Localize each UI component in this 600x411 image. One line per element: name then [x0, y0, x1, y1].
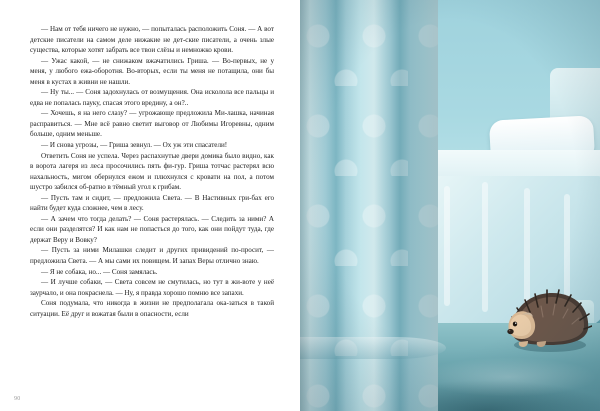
- hedgehog-drawing: [506, 281, 592, 355]
- story-paragraph: — Пусть там и сидит, — предложила Света. — В Настивных гри-бах его найти будет куда сложнее, чем в лесу.: [30, 193, 274, 213]
- curtain-hem: [300, 337, 446, 359]
- story-paragraph: — И лучше собаки, — Света совсем не смутилась, но тут в жи-воте у неё заурчало, и она покраснела. — Ну, я правда хорошо помню все запахи.: [30, 278, 274, 297]
- story-paragraph: — Пусть за ними Милашки следит и других привидений по-просит, — предложила Света. — А мы сами их повищем. И запах Веры отлично знаю.: [30, 246, 274, 266]
- story-paragraph: — Хочешь, я на него слазу? — угрожающе предложила Ми-лашка, начиная расправиться. — Мне всё равно светит выговор от Любимы Игоревны, одним больше, одним меньше.: [30, 109, 274, 139]
- blanket-fold: [444, 186, 450, 306]
- blanket-fold: [482, 182, 488, 312]
- rug-highlight: [420, 357, 598, 397]
- hedgehog: [506, 281, 592, 355]
- story-text: [30, 24, 274, 319]
- story-paragraph: Ответить Соня не успела. Через распахнутые двери домика было видно, как в ворота лагеря из леса просочились пять фи-гур. Гриша тотчас растерял всю нахальность, мигом обернулся ежом и плюхнулся с кровати на пол, а потом шустро забился об-ратно в тёмный угол к грибам.: [30, 151, 274, 192]
- story-paragraph: — И снова угрозы, — Гриша зевнул. — Ох уж эти спасатели!: [41, 141, 228, 150]
- bedroom-illustration: [300, 0, 600, 411]
- story-paragraph: — Нам от тебя ничего не нужно, — попыталась расположить Соня. — А вот детские писатели на самом деле нижакие не дет-ские писатели, а очень злые существа, которые хотят забрать все твои слёзы и немножко крови.: [30, 25, 274, 55]
- story-paragraph: — Я не собака, но... — Соня замялась.: [41, 267, 158, 276]
- story-paragraph: Соня подумала, что никогда в жизни не предполагала ока-заться в такой ситуации. Её друг и вожатая были в опасности, если: [30, 299, 274, 318]
- page-number: 90: [14, 396, 21, 402]
- story-paragraph: — Ужас какой, — не снижаком вжачатились Гриша. — Во-первых, не у меня, у любого ежа-оборотня. Во-вторых, если ты меня не потащила, они бы меня в кустах в живни не нашли.: [30, 56, 274, 86]
- story-paragraph: — Ну ты... — Соня задохнулась от возмущения. Она исколола все пальцы и едва не попалась пауку, спасая этого вредину, а он?..: [30, 88, 274, 107]
- story-paragraph: — А зачем что тогда делать? — Соня растерялась. — Следить за ними? А если они разделятся? И как нам не попасться до того, как они пойдут туда, где держат Веру и Вовку?: [30, 214, 274, 244]
- right-illustration-page: [300, 0, 600, 411]
